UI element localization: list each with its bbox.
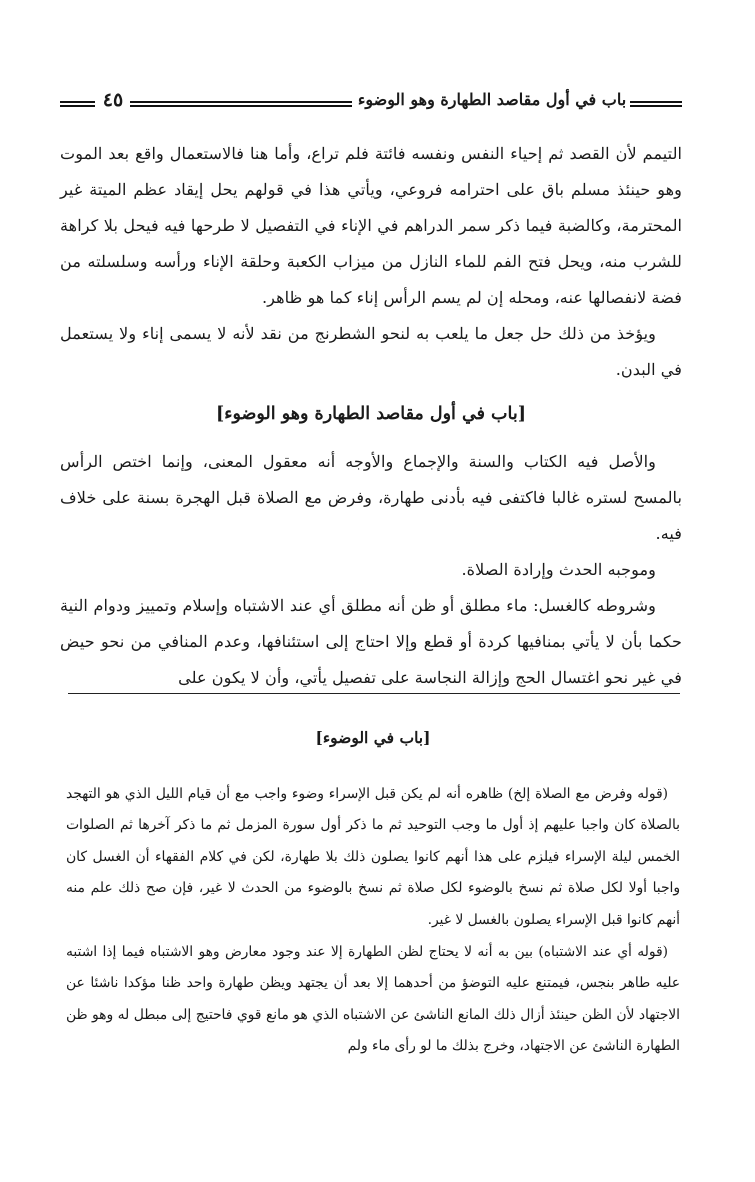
running-title: باب في أول مقاصد الطهارة وهو الوضوء bbox=[357, 90, 627, 109]
header-rule-left bbox=[60, 101, 95, 107]
footnotes-area bbox=[66, 722, 680, 1063]
main-text bbox=[60, 136, 682, 696]
footnote-heading: [باب في الوضوء] bbox=[315, 728, 431, 747]
footnote-separator bbox=[68, 693, 680, 694]
running-header bbox=[60, 89, 682, 117]
paragraph: وشروطه كالغسل: ماء مطلق أو ظن أنه مطلق أي عند الاشتباه وإسلام وتمييز ودوام النية حكما بأن لا يأتي بمنافيها كردة أو قطع وإلا احتاج إلى استئنافها، وعدم المنافي من نحو حيض في غير نحو اغتسال الحج وإزالة النجاسة على تفصيل يأتي، وأن لا يكون على bbox=[60, 596, 682, 687]
footnote-paragraph: (قوله وفرض مع الصلاة إلخ) ظاهره أنه لم يكن قبل الإسراء وضوء واجب مع أن قيام الليل الذي هو التهجد بالصلاة كان واجبا عليهم إذ أول ما وجب التوحيد ثم ما ذكر أول سورة المزمل ثم ما ذكر آخرها ثم الصلوات الخمس ليلة الإسراء فيلزم على هذا أنهم كانوا يصلون ذلك بلا طهارة، لكن في كلام الفقهاء أن الغسل كان واجبا أولا لكل صلاة ثم نسخ بالوضوء لكل صلاة ثم نسخ بالوضوء من الحدث لا غير، فإن صح ذلك علم منه أنهم كانوا قبل الإسراء يصلون بالغسل لا غير. bbox=[66, 785, 680, 928]
paragraph: ويؤخذ من ذلك حل جعل ما يلعب به لنحو الشطرنج من نقد لأنه لا يسمى إناء ولا يستعمل في البدن. bbox=[60, 324, 682, 379]
header-rule-middle bbox=[130, 101, 352, 107]
header-rule-right bbox=[630, 101, 682, 107]
footnote-paragraph: (قوله أي عند الاشتباه) بين به أنه لا يحتاج لظن الطهارة إلا عند وجود معارض وهو الاشتباه فيما إذا اشتبه عليه طاهر بنجس، فيمتنع عليه التوضؤ من أحدهما إلا بعد أن يجتهد ويظن طهارة واحد ظنا مؤكدا ناشئا عن الاجتهاد لأن الظن حينئذ أزال ذلك المانع الناشئ عن الاشتباه الذي هو مانع قوي فاحتيج إلى مبطل له وهو ظن الطهارة الناشئ عن الاجتهاد، وخرج بذلك ما لو رأى ماء ولم bbox=[66, 943, 680, 1055]
paragraph: التيمم لأن القصد ثم إحياء النفس ونفسه فائتة فلم تراع، وأما هنا فالاستعمال واقع بعد الموت وهو حينئذ مسلم باق على احترامه فروعي، ويأتي هذا في قولهم يحل إيقاد عظم الميتة غير المحترمة، وكالضبة فيما ذكر سمر الدراهم في الإناء في التفصيل لا طرحها فيه فيحل بلا كراهة للشرب منه، ويحل فتح الفم للماء النازل من ميزاب الكعبة وحلقة الإناء ورأسه وسلسلته من فضة لانفصالها عنه، ومحله إن لم يسم الرأس إناء كما هو ظاهر. bbox=[60, 144, 682, 307]
paragraph: وموجبه الحدث وإرادة الصلاة. bbox=[461, 560, 656, 579]
page-number: ٤٥ bbox=[102, 89, 124, 111]
paragraph: والأصل فيه الكتاب والسنة والإجماع والأوجه أنه معقول المعنى، وإنما اختص الرأس بالمسح لستره غالبا فاكتفى فيه بأدنى طهارة، وفرض مع الصلاة قبل الهجرة بسنة على خلاف فيه. bbox=[60, 452, 682, 543]
section-heading: [باب في أول مقاصد الطهارة وهو الوضوء] bbox=[215, 404, 527, 424]
